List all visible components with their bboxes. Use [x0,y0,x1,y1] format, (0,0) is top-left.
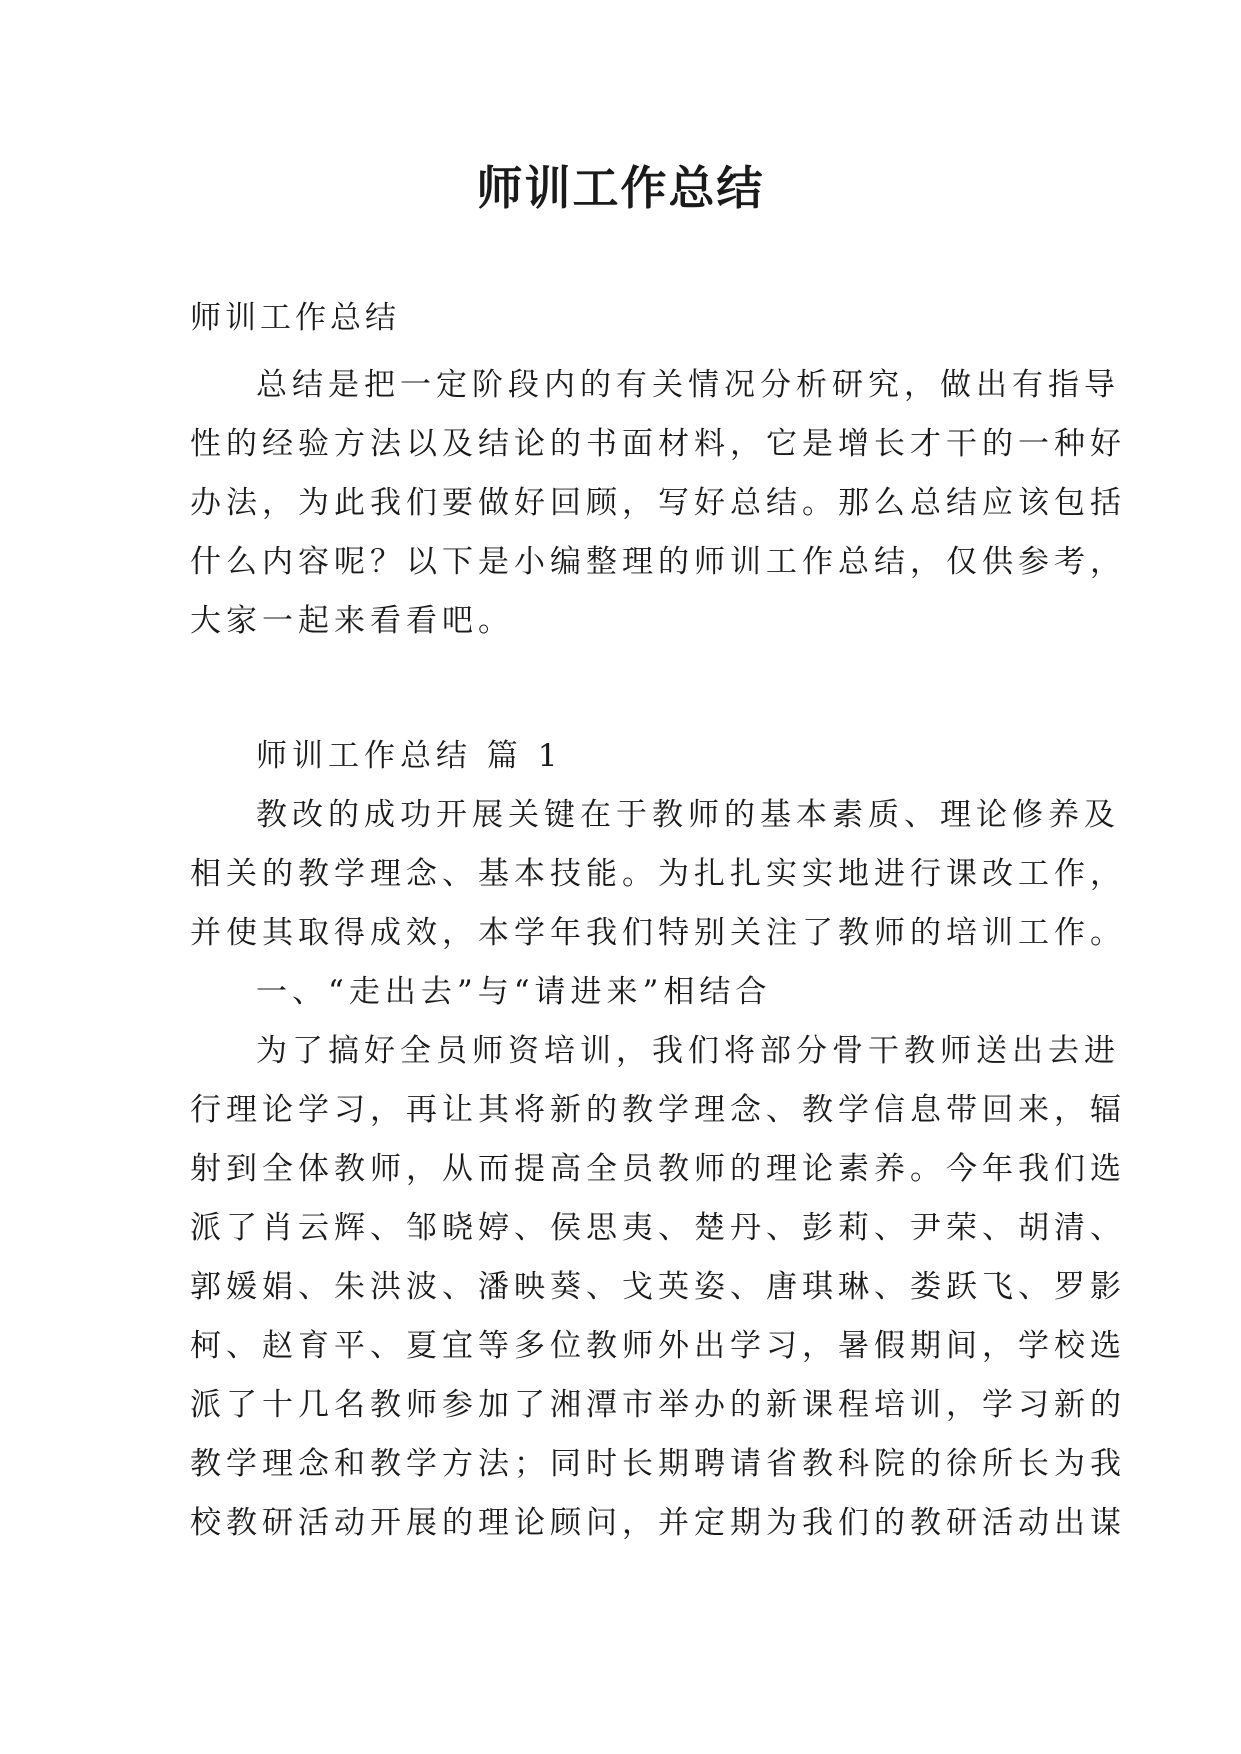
intro-line: 性的经验方法以及结论的书面材料，它是增长才干的一种好 [190,426,1126,462]
body-line: 相关的教学理念、基本技能。为扎扎实实地进行课改工作， [190,856,1126,892]
body-line: 派了肖云辉、邹晓婷、侯思夷、楚丹、彭莉、尹荣、胡清、 [190,1210,1126,1246]
intro-line: 总结是把一定阶段内的有关情况分析研究，做出有指导 [256,367,1120,403]
body-line: 郭媛娟、朱洪波、潘映葵、戈英姿、唐琪琳、娄跃飞、罗影 [190,1269,1126,1305]
section-heading: 师训工作总结 篇 1 [256,738,563,774]
section-body [190,727,1126,1553]
intro-paragraph [190,356,1126,651]
body-line: 派了十几名教师参加了湘潭市举办的新课程培训，学习新的 [190,1387,1126,1423]
body-line: 为了搞好全员师资培训，我们将部分骨干教师送出去进 [256,1033,1120,1069]
body-line: 教改的成功开展关键在于教师的基本素质、理论修养及 [256,797,1120,833]
body-line: 教学理念和教学方法；同时长期聘请省教科院的徐所长为我 [190,1446,1126,1482]
subsection-heading: 一、“走出去”与“请进来”相结合 [256,974,772,1010]
intro-line: 什么内容呢？以下是小编整理的师训工作总结，仅供参考， [190,544,1126,580]
body-line: 射到全体教师，从而提高全员教师的理论素养。今年我们选 [190,1151,1126,1187]
body-line: 柯、赵育平、夏宜等多位教师外出学习，暑假期间，学校选 [190,1328,1126,1364]
body-line: 并使其取得成效，本学年我们特别关注了教师的培训工作。 [190,915,1126,951]
document-subtitle: 师训工作总结 [190,300,400,336]
intro-line: 大家一起来看看吧。 [190,603,514,639]
document-title: 师训工作总结 [476,161,765,215]
body-line: 校教研活动开展的理论顾问，并定期为我们的教研活动出谋 [190,1505,1126,1541]
intro-line: 办法，为此我们要做好回顾，写好总结。那么总结应该包括 [190,485,1126,521]
body-line: 行理论学习，再让其将新的教学理念、教学信息带回来，辐 [190,1092,1126,1128]
